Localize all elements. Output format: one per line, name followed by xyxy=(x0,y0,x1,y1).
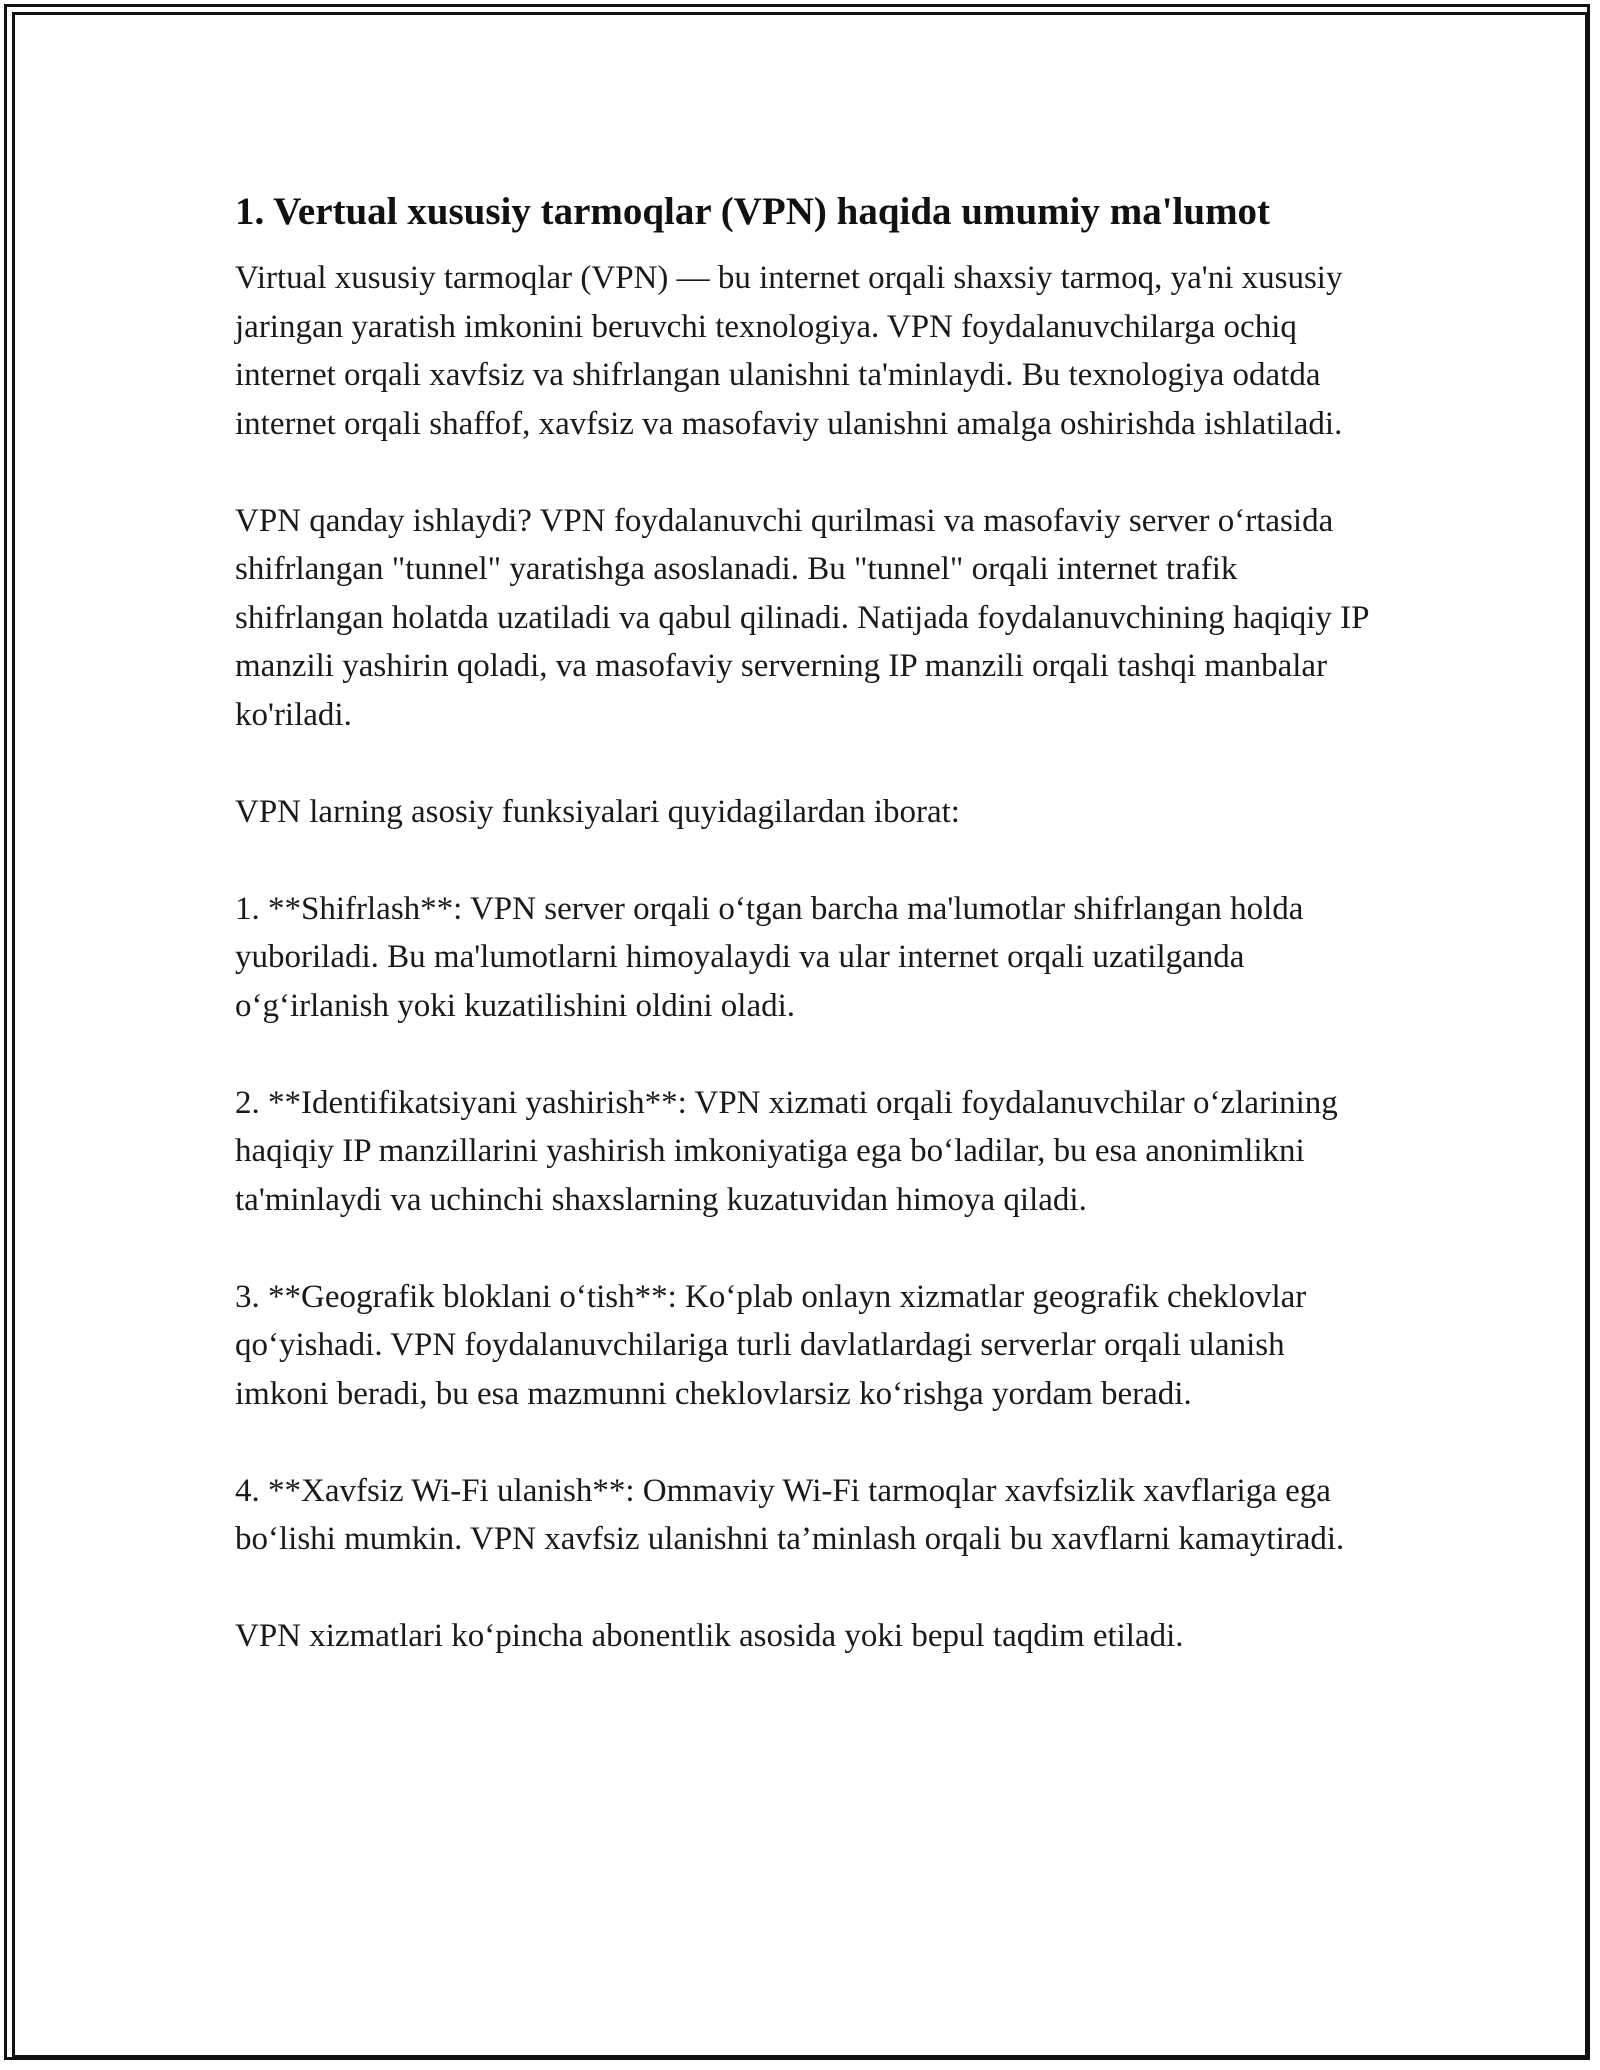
list-item-identity-hiding: 2. **Identifikatsiyani yashirish**: VPN xizmati orqali foydalanuvchilar o‘zlarining haqiqiy IP manzillarini yashirish imkoniyatiga ega bo‘ladilar, bu esa anonimlikni ta'minlaydi va uchinchi shaxslarning kuzatuvidan himoya qiladi. xyxy=(235,1084,1338,1218)
list-item-geo-blocking: 3. **Geografik bloklani o‘tish**: Ko‘plab onlayn xizmatlar geografik cheklovlar qo‘yishadi. VPN foydalanuvchilariga turli davlatlardagi serverlar orqali ulanish imkoni beradi, bu esa mazmunni cheklovlarsiz ko‘rishga yordam beradi. xyxy=(235,1278,1307,1412)
list-item-encryption: 1. **Shifrlash**: VPN server orqali o‘tgan barcha ma'lumotlar shifrlangan holda yuboriladi. Bu ma'lumotlarni himoyalaydi va ular internet orqali uzatilganda o‘g‘irlanish yoki kuzatilishini oldini oladi. xyxy=(235,890,1304,1024)
paragraph-conclusion: VPN xizmatlari ko‘pincha abonentlik asosida yoki bepul taqdim etiladi. xyxy=(235,1618,1184,1654)
paragraph-functions-intro: VPN larning asosiy funksiyalari quyidagilardan iborat: xyxy=(235,793,960,830)
paragraph-intro: Virtual xususiy tarmoqlar (VPN) — bu internet orqali shaxsiy tarmoq, ya'ni xususiy jaringan yaratish imkonini beruvchi texnologiya. VPN foydalanuvchilarga ochiq internet orqali xavfsiz va shifrlangan ulanishni ta'minlaydi. Bu texnologiya odatda internet orqali shaffof, xavfsiz va masofaviy ulanishni amalga oshirishda ishlatiladi. xyxy=(235,260,1343,442)
list-item-secure-wifi: 4. **Xavfsiz Wi-Fi ulanish**: Ommaviy Wi-Fi tarmoqlar xavfsizlik xavflariga ega bo‘lishi mumkin. VPN xavfsiz ulanishni ta’minlash orqali bu xavflarni kamaytiradi. xyxy=(235,1472,1345,1557)
document-body xyxy=(235,180,1385,1709)
document-title: 1. Vertual xususiy tarmoqlar (VPN) haqida umumiy ma'lumot xyxy=(235,190,1271,233)
paragraph-how-it-works: VPN qanday ishlaydi? VPN foydalanuvchi qurilmasi va masofaviy server o‘rtasida shifrlangan "tunnel" yaratishga asoslanadi. Bu "tunnel" orqali internet trafik shifrlangan holatda uzatiladi va qabul qilinadi. Natijada foydalanuvchining haqiqiy IP manzili yashirin qoladi, va masofaviy serverning IP manzili orqali tashqi manbalar ko'riladi. xyxy=(235,502,1369,733)
